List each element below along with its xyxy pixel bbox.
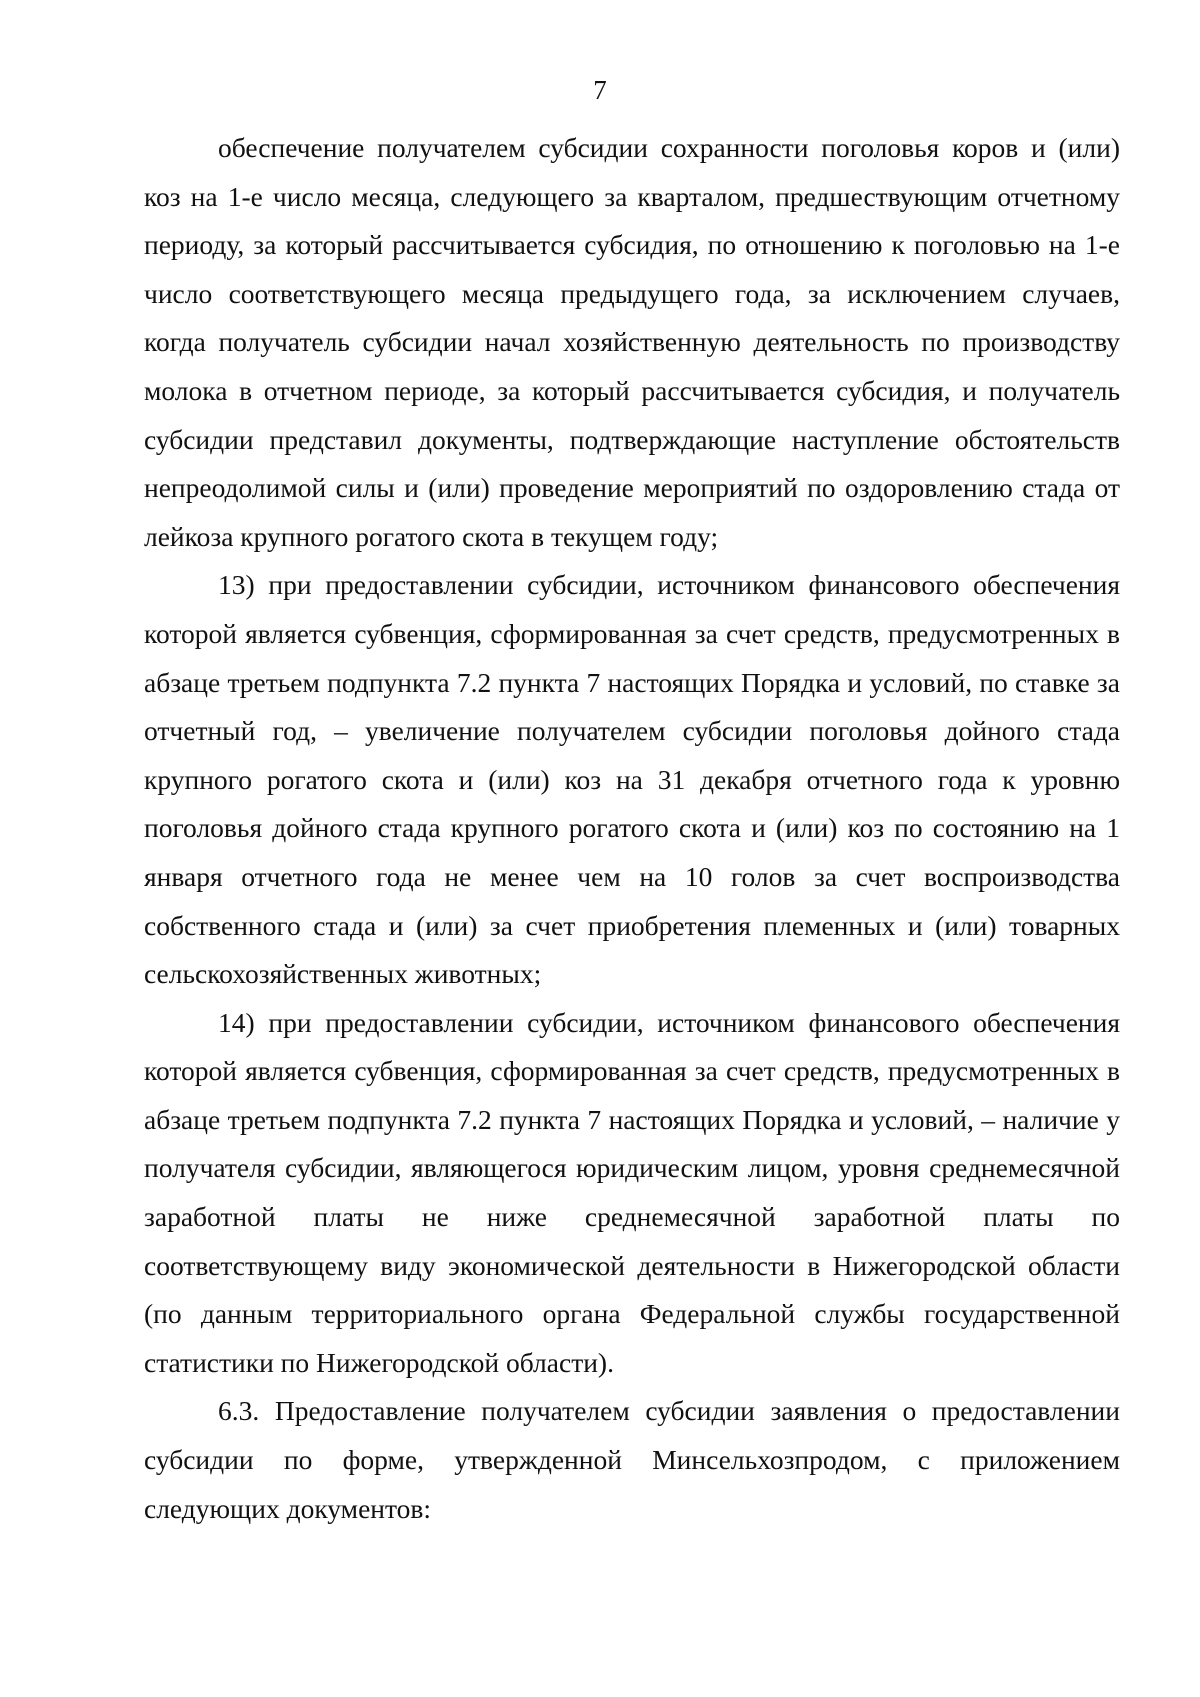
paragraph-item-13: 13) при предоставлении субсидии, источником финансового обеспечения которой является субвенция, сформированная за счет средств, предусмотренных в абзаце третьем подпункта 7.2 пункта 7 настоящих Порядка и условий, по ставке за отчетный год, – увеличение получателем субсидии поголовья дойного стада крупного рогатого скота и (или) коз на 31 декабря отчетного года к уровню поголовья дойного стада крупного рогатого скота и (или) коз по состоянию на 1 января отчетного года не менее чем на 10 голов за счет воспроизводства собственного стада и (или) за счет приобретения племенных и (или) товарных сельскохозяйственных животных;: [144, 569, 1120, 990]
paragraph-section-6-3: 6.3. Предоставление получателем субсидии заявления о предоставлении субсидии по форме, утвержденной Минсельхозпродом, с приложением следующих документов:: [144, 1395, 1120, 1524]
paragraph-herd-preservation: обеспечение получателем субсидии сохранности поголовья коров и (или) коз на 1-е число месяца, следующего за кварталом, предшествующим отчетному периоду, за который рассчитывается субсидия, по отношению к поголовью на 1-е число соответствующего месяца предыдущего года, за исключением случаев, когда получатель субсидии начал хозяйственную деятельность по производству молока в отчетном периоде, за который рассчитывается субсидия, и получатель субсидии представил документы, подтверждающие наступление обстоятельств непреодолимой силы и (или) проведение мероприятий по оздоровлению стада от лейкоза крупного рогатого скота в текущем году;: [144, 132, 1120, 552]
document-body: [144, 124, 1120, 1533]
paragraph-item-14: 14) при предоставлении субсидии, источником финансового обеспечения которой является субвенция, сформированная за счет средств, предусмотренных в абзаце третьем подпункта 7.2 пункта 7 настоящих Порядка и условий, – наличие у получателя субсидии, являющегося юридическим лицом, уровня среднемесячной заработной платы не ниже среднемесячной заработной платы по соответствующему виду экономической деятельности в Нижегородской области (по данным территориального органа Федеральной службы государственной статистики по Нижегородской области).: [144, 1006, 1120, 1378]
page-number: 7: [593, 75, 607, 105]
